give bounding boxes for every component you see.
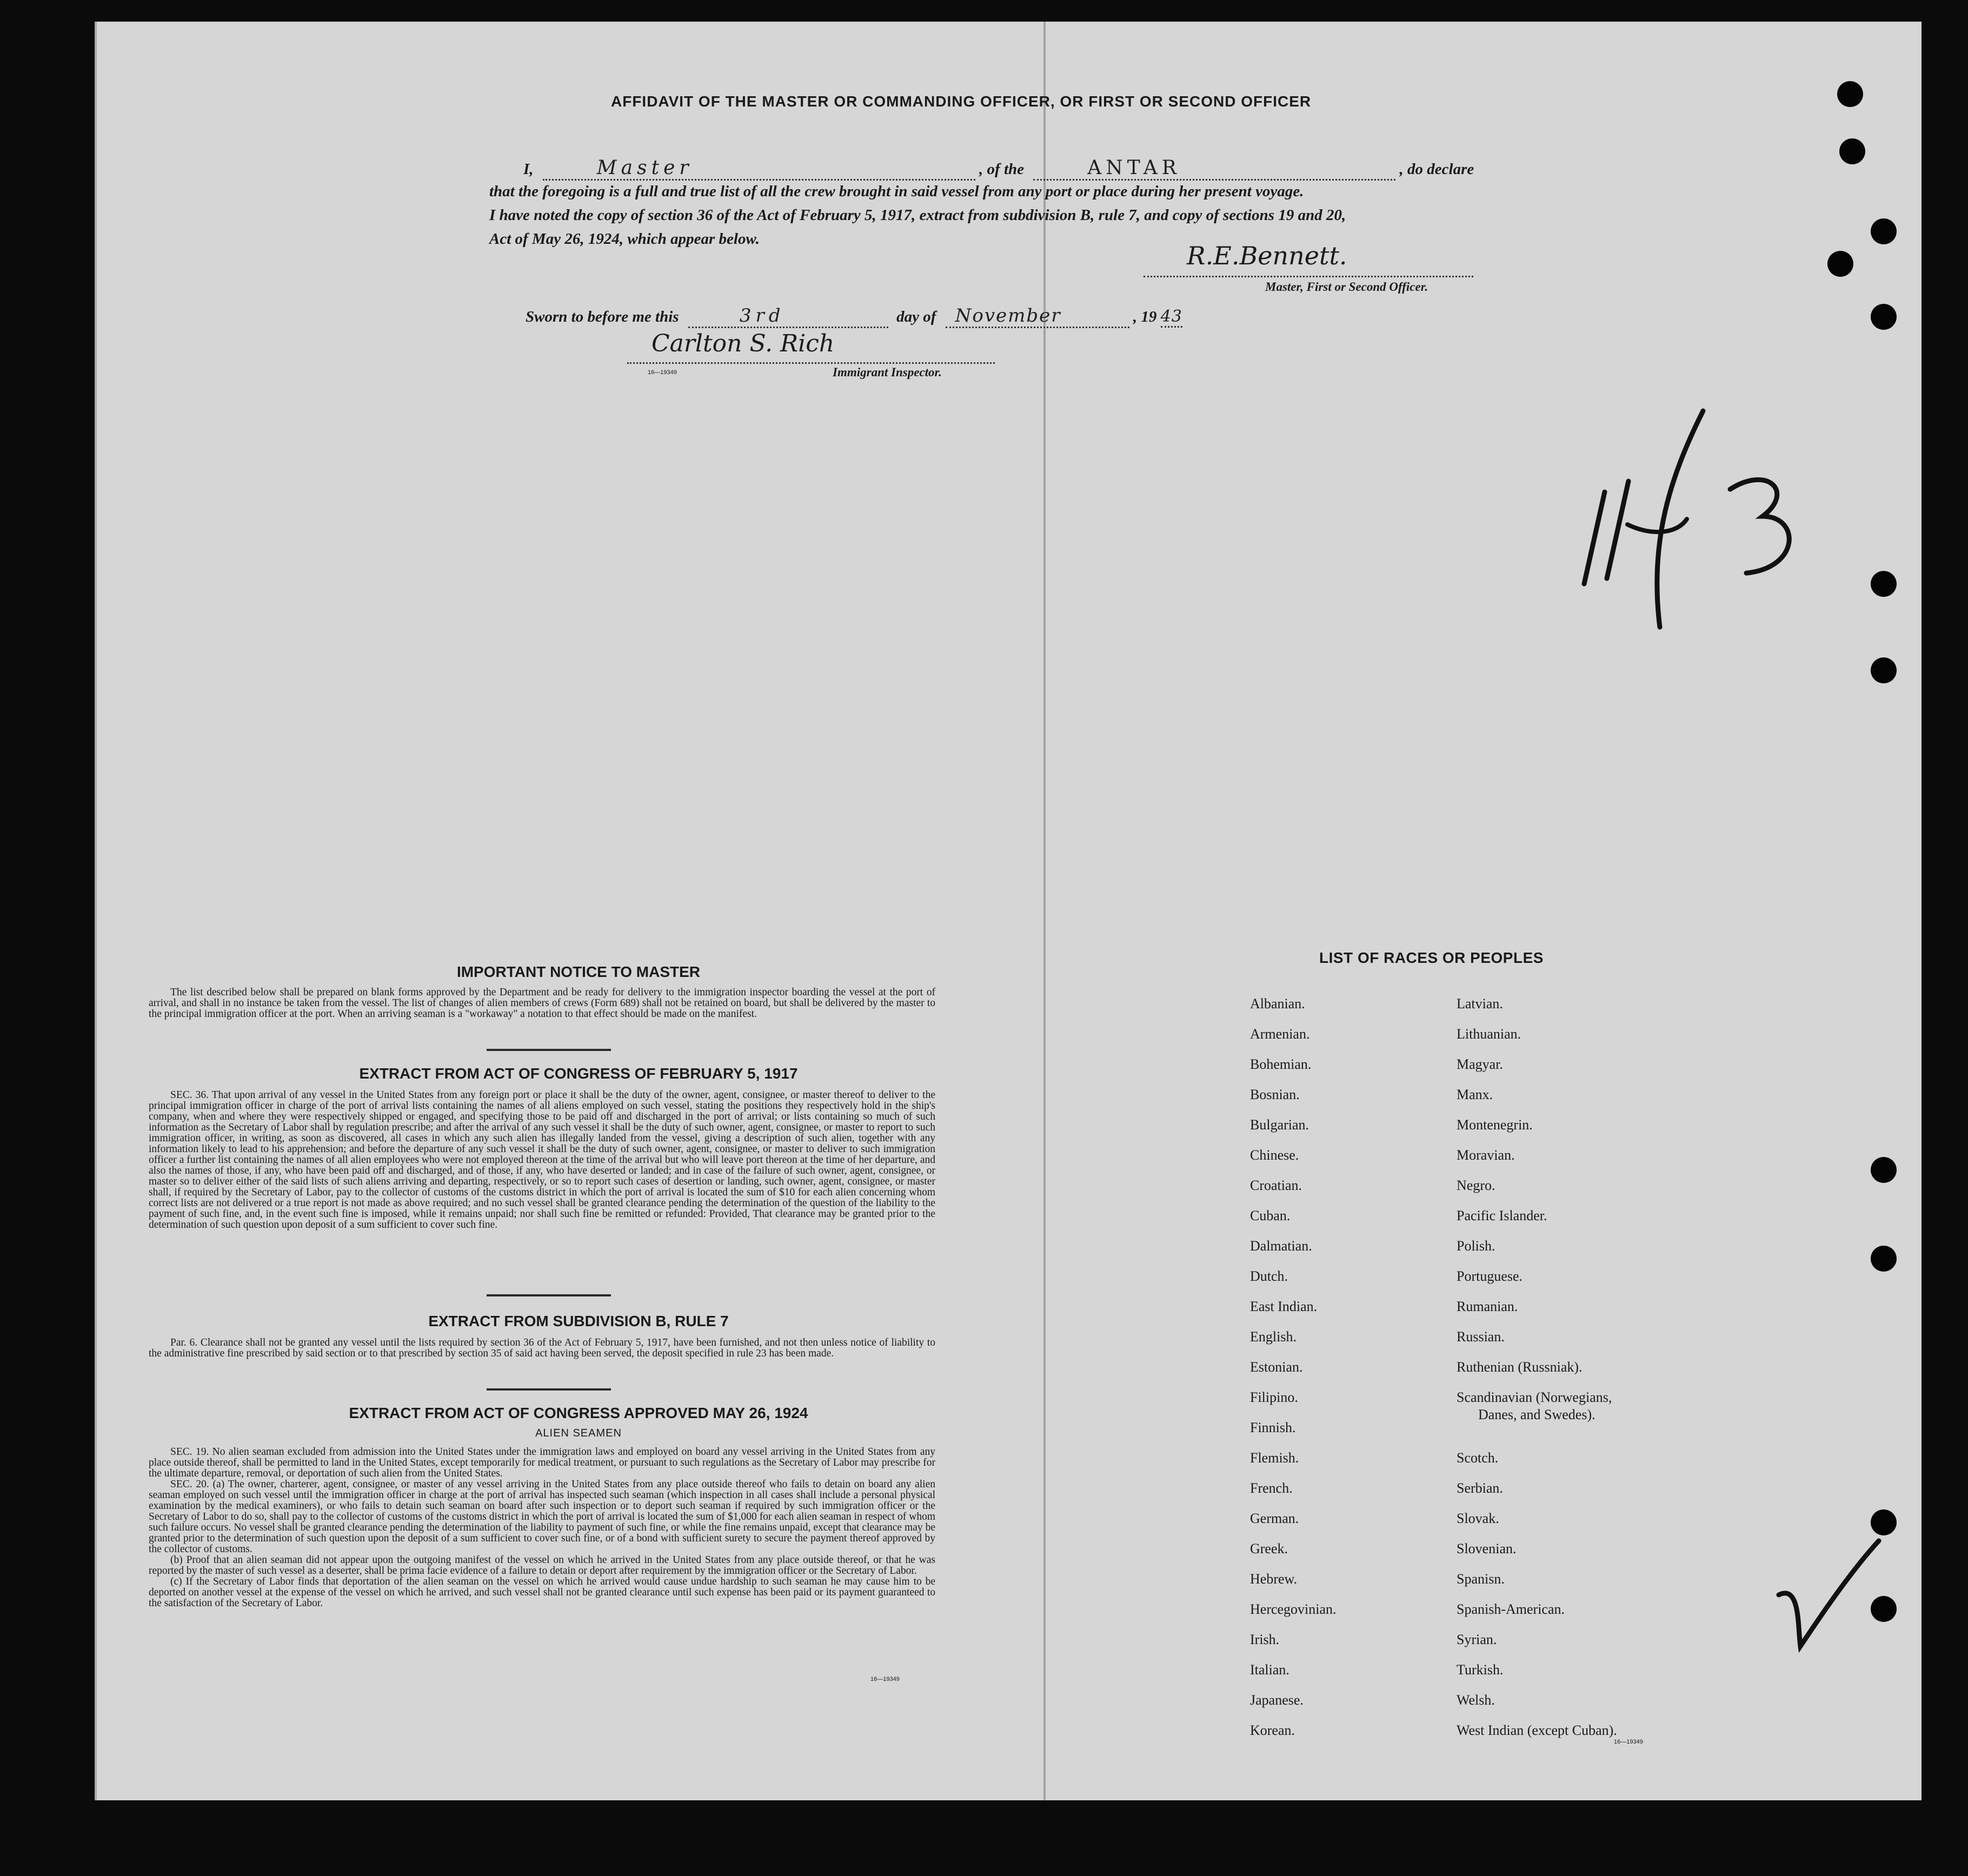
race-item: Manx. xyxy=(1457,1087,1493,1102)
race-item: Danes, and Swedes). xyxy=(1478,1407,1595,1422)
inspector-caption: Immigrant Inspector. xyxy=(833,365,942,379)
punch-hole xyxy=(1871,1157,1897,1183)
officer-signature-line xyxy=(1143,241,1473,277)
race-item: Bohemian. xyxy=(1250,1056,1312,1072)
race-item: Finnish. xyxy=(1250,1420,1296,1435)
punch-hole xyxy=(1837,81,1863,107)
handwritten-fraction-mark xyxy=(1568,400,1817,638)
races-right-column xyxy=(1457,996,1689,1753)
race-item: Lithuanian. xyxy=(1457,1026,1521,1042)
race-item: Ruthenian (Russniak). xyxy=(1457,1359,1583,1375)
race-item: Bulgarian. xyxy=(1250,1117,1309,1133)
sworn-line xyxy=(526,305,1182,328)
race-item: Cuban. xyxy=(1250,1208,1291,1223)
month-field xyxy=(946,305,1129,328)
race-item: Serbian. xyxy=(1457,1480,1503,1496)
race-item: Dalmatian. xyxy=(1250,1238,1312,1254)
race-item: Latvian. xyxy=(1457,996,1503,1012)
race-item: Bosnian. xyxy=(1250,1087,1300,1102)
race-item: Italian. xyxy=(1250,1662,1289,1678)
race-item: Estonian. xyxy=(1250,1359,1303,1375)
of-the-label: , of the xyxy=(979,161,1025,178)
race-item: Scotch. xyxy=(1457,1450,1499,1466)
sworn-label: Sworn to before me this xyxy=(526,308,679,325)
races-title: LIST OF RACES OR PEOPLES xyxy=(1319,949,1544,966)
race-item: French. xyxy=(1250,1480,1293,1496)
day-of-label: day of xyxy=(896,308,936,325)
punch-hole xyxy=(1871,571,1897,597)
race-item: Spanisn. xyxy=(1457,1571,1505,1587)
race-item: Welsh. xyxy=(1457,1692,1495,1708)
race-item: Moravian. xyxy=(1457,1147,1515,1163)
sec20c-paragraph: (c) If the Secretary of Labor finds that deportation of the alien seaman on the vessel on which he arrived would cause undue hardship to such seaman he may cause him to be deported on another vessel at the expense of the vessel on which he arrived, and such vessel shall not be granted clearance until such expense has been paid or its payment guaranteed to the satisfaction of the Secretary of Labor. xyxy=(149,1576,935,1609)
punch-hole xyxy=(1827,251,1853,277)
races-left-column xyxy=(1250,996,1434,1753)
races-form-number: 16—19349 xyxy=(1614,1739,1643,1745)
race-item: Greek. xyxy=(1250,1541,1288,1556)
section-divider xyxy=(487,1294,611,1296)
affidavit-title: AFFIDAVIT OF THE MASTER OR COMMANDING OFFICER, OR FIRST OR SECOND OFFICER xyxy=(611,93,1312,110)
extract-form-number: 16—19349 xyxy=(870,1676,900,1682)
punch-hole xyxy=(1871,1246,1897,1272)
inspector-signature: Carlton S. Rich xyxy=(651,330,835,357)
handwritten-check-mark xyxy=(1768,1530,1887,1654)
race-item: Montenegrin. xyxy=(1457,1117,1533,1133)
punch-hole xyxy=(1871,218,1897,244)
extract-1917-text xyxy=(149,1090,935,1230)
race-item: Chinese. xyxy=(1250,1147,1299,1163)
punch-hole xyxy=(1871,304,1897,330)
inspector-form-number: 16—19349 xyxy=(648,369,677,376)
extract-1924-title: EXTRACT FROM ACT OF CONGRESS APPROVED MAY 26, 1924 xyxy=(349,1405,808,1421)
day-value: 3rd xyxy=(739,305,785,327)
extract-rule7-title: EXTRACT FROM SUBDIVISION B, RULE 7 xyxy=(428,1313,729,1329)
year-prefix: , 19 xyxy=(1133,308,1157,325)
vessel-field xyxy=(1033,157,1395,181)
punch-hole xyxy=(1839,138,1865,164)
race-item: West Indian (except Cuban). xyxy=(1457,1722,1617,1738)
punch-hole xyxy=(1871,657,1897,683)
statement-line-3: Act of May 26, 1924, which appear below. xyxy=(489,230,760,248)
race-item: Russian. xyxy=(1457,1329,1505,1345)
notice-paragraph: The list described below shall be prepared on blank forms approved by the Department and be ready for delivery to the immigration inspector boarding the vessel at the port of arrival, and shall in no instance be taken from the vessel. The list of changes of alien members of crews (Form 689) shall not be retained on board, but shall be delivered by the master to the principal immigration officer at the port. When an arriving seaman is a "workaway" a notation to that effect should be made on the manifest. xyxy=(149,987,935,1020)
race-item: German. xyxy=(1250,1511,1299,1526)
race-item: Pacific Islander. xyxy=(1457,1208,1547,1223)
statement-line-2: I have noted the copy of section 36 of the Act of February 5, 1917, extract from subdivision B, rule 7, and copy of sections 19 and 20, xyxy=(489,207,1346,224)
par6-paragraph: Par. 6. Clearance shall not be granted any vessel until the lists required by section 36 of the Act of February 5, 1917, have been furnished, and not then unless notice of liability to the administrative fine prescribed by said section or to that prescribed by section 35 of said act having been served, the deposit specified in rule 23 has been made. xyxy=(149,1337,935,1359)
notice-text xyxy=(149,987,935,1020)
race-item: English. xyxy=(1250,1329,1297,1345)
sec19-paragraph: SEC. 19. No alien seaman excluded from admission into the United States under the immigration laws and employed on board any vessel arriving in the United States from any place outside thereof, shall be permitted to land in the United States, except temporarily for medical treatment, or pursuant to such regulations as the Secretary of Labor may prescribe for the ultimate departure, removal, or deportation of such alien from the United States. xyxy=(149,1446,935,1479)
month-value: November xyxy=(955,305,1061,327)
sec20a-paragraph: SEC. 20. (a) The owner, charterer, agent, consignee, or master of any vessel arriving in the United States from any place outside thereof who fails to detain on board any alien seaman employed on such vessel until the immigration officer in charge at the port of arrival has inspected such seaman (which inspection in all cases shall include a personal physical examination by the medical examiners), or who fails to detain such seaman on board after such inspection or to deport such seaman if required by such immigration officer or the Secretary of Labor to do so, shall pay to the collector of customs of the customs district in which the port of arrival is located the sum of $1,000 for each alien seaman in respect of whom such failure occurs. No vessel shall be granted clearance pending the determination of the liability to payment of such fine, or while the fine remains unpaid, except that clearance may be granted prior to the determination of such question upon the deposit of a sum sufficient to cover such fine, or of a bond with sufficient surety to secure the payment thereof approved by the collector of customs. xyxy=(149,1479,935,1555)
race-item: Hebrew. xyxy=(1250,1571,1298,1587)
race-item: Korean. xyxy=(1250,1722,1295,1738)
vessel-value: ANTAR xyxy=(1087,157,1181,179)
race-item: Portuguese. xyxy=(1457,1268,1523,1284)
race-item: Japanese. xyxy=(1250,1692,1304,1708)
sec20b-paragraph: (b) Proof that an alien seaman did not appear upon the outgoing manifest of the vessel on which he arrived in the United States from any place outside thereof, or that he was reported by the master of such vessel as a deserter, shall be prima facie evidence of a failure to detain or deport after requirement by the immigration officer or the Secretary of Labor. xyxy=(149,1554,935,1576)
race-item: Negro. xyxy=(1457,1178,1495,1193)
extract-1924-text xyxy=(149,1447,935,1609)
section-divider xyxy=(487,1049,611,1051)
race-item: Dutch. xyxy=(1250,1268,1288,1284)
race-item: Magyar. xyxy=(1457,1056,1503,1072)
race-item: Filipino. xyxy=(1250,1389,1298,1405)
name-value: Master xyxy=(596,157,693,179)
race-item: Slovak. xyxy=(1457,1511,1499,1526)
race-item: Spanish-American. xyxy=(1457,1601,1565,1617)
race-item: Irish. xyxy=(1250,1632,1280,1647)
race-item: Slovenian. xyxy=(1457,1541,1517,1556)
inspector-signature-line xyxy=(627,330,995,364)
notice-title: IMPORTANT NOTICE TO MASTER xyxy=(456,963,701,980)
officer-signature: R.E.Bennett. xyxy=(1187,241,1347,270)
officer-caption: Master, First or Second Officer. xyxy=(1265,280,1428,294)
declaration-line xyxy=(523,157,1474,181)
race-item: Polish. xyxy=(1457,1238,1495,1254)
section-divider xyxy=(487,1388,611,1391)
race-item: Flemish. xyxy=(1250,1450,1299,1466)
day-field xyxy=(688,305,888,328)
year-field xyxy=(1161,307,1182,328)
race-item: East Indian. xyxy=(1250,1299,1318,1314)
race-item: Hercegovinian. xyxy=(1250,1601,1337,1617)
race-item: Syrian. xyxy=(1457,1632,1497,1647)
race-item: Albanian. xyxy=(1250,996,1305,1012)
sec36-paragraph: SEC. 36. That upon arrival of any vessel in the United States from any foreign port or place it shall be the duty of the owner, agent, consignee, or master thereof to deliver to the principal immigration officer in charge of the port of arrival lists containing the names of all aliens employed on such vessel, stating the positions they respectively hold in the ship's company, when and where they were respectively shipped or engaged, and specifying those to be paid off and discharged in the port of arrival; or lists containing so much of such information as the Secretary of Labor shall by regulation prescribe; and after the arrival of any such vessel it shall be the duty of such owner, agent, consignee, or master to report to such immigration officer, in writing, as soon as discovered, all cases in which any such alien has illegally landed from the vessel, giving a description of such alien, together with any information likely to lead to his apprehension; and before the departure of any such vessel it shall be the duty of such owner, agent, consignee, or master to deliver to such immigration officer a further list containing the names of all alien employees who were not employed thereon at the time of the arrival but who will leave port thereon at the time of her departure, and also the names of those, if any, who have been paid off and discharged, and of those, if any, who have deserted or landed; and in case of the failure of such owner, agent, consignee, or master so to deliver either of the said lists of such aliens arriving and departing, respectively, or so to report such cases of desertion or landing, such owner, agent, consignee, or master shall, if required by the Secretary of Labor, pay to the collector of customs of the customs district in which the port of arrival is located the sum of $10 for each alien concerning whom correct lists are not delivered or a true report is not made as above required; and no such vessel shall be granted clearance pending the determination of the question of the liability to the payment of such fine, and, in the event such fine is imposed, while it remains unpaid; nor shall such fine be remitted or refunded: Provided, That clearance may be granted prior to the determination of such question upon deposit of a sum sufficient to cover such fine. xyxy=(149,1089,935,1230)
race-item: Armenian. xyxy=(1250,1026,1310,1042)
declare-label: , do declare xyxy=(1399,161,1474,178)
name-field xyxy=(543,157,975,181)
extract-rule7-text xyxy=(149,1338,935,1359)
page-fold xyxy=(1043,22,1046,1800)
race-item: Turkish. xyxy=(1457,1662,1504,1678)
alien-seamen-subtitle: ALIEN SEAMEN xyxy=(535,1427,622,1439)
race-item: Scandinavian (Norwegians, xyxy=(1457,1389,1612,1405)
statement-line-1: that the foregoing is a full and true list of all the crew brought in said vessel from any port or place during her present voyage. xyxy=(489,183,1304,200)
i-label: I, xyxy=(523,161,534,178)
race-item: Rumanian. xyxy=(1457,1299,1518,1314)
race-item: Croatian. xyxy=(1250,1178,1302,1193)
year-value: 43 xyxy=(1160,307,1182,326)
extract-1917-title: EXTRACT FROM ACT OF CONGRESS OF FEBRUARY 5, 1917 xyxy=(359,1065,798,1082)
